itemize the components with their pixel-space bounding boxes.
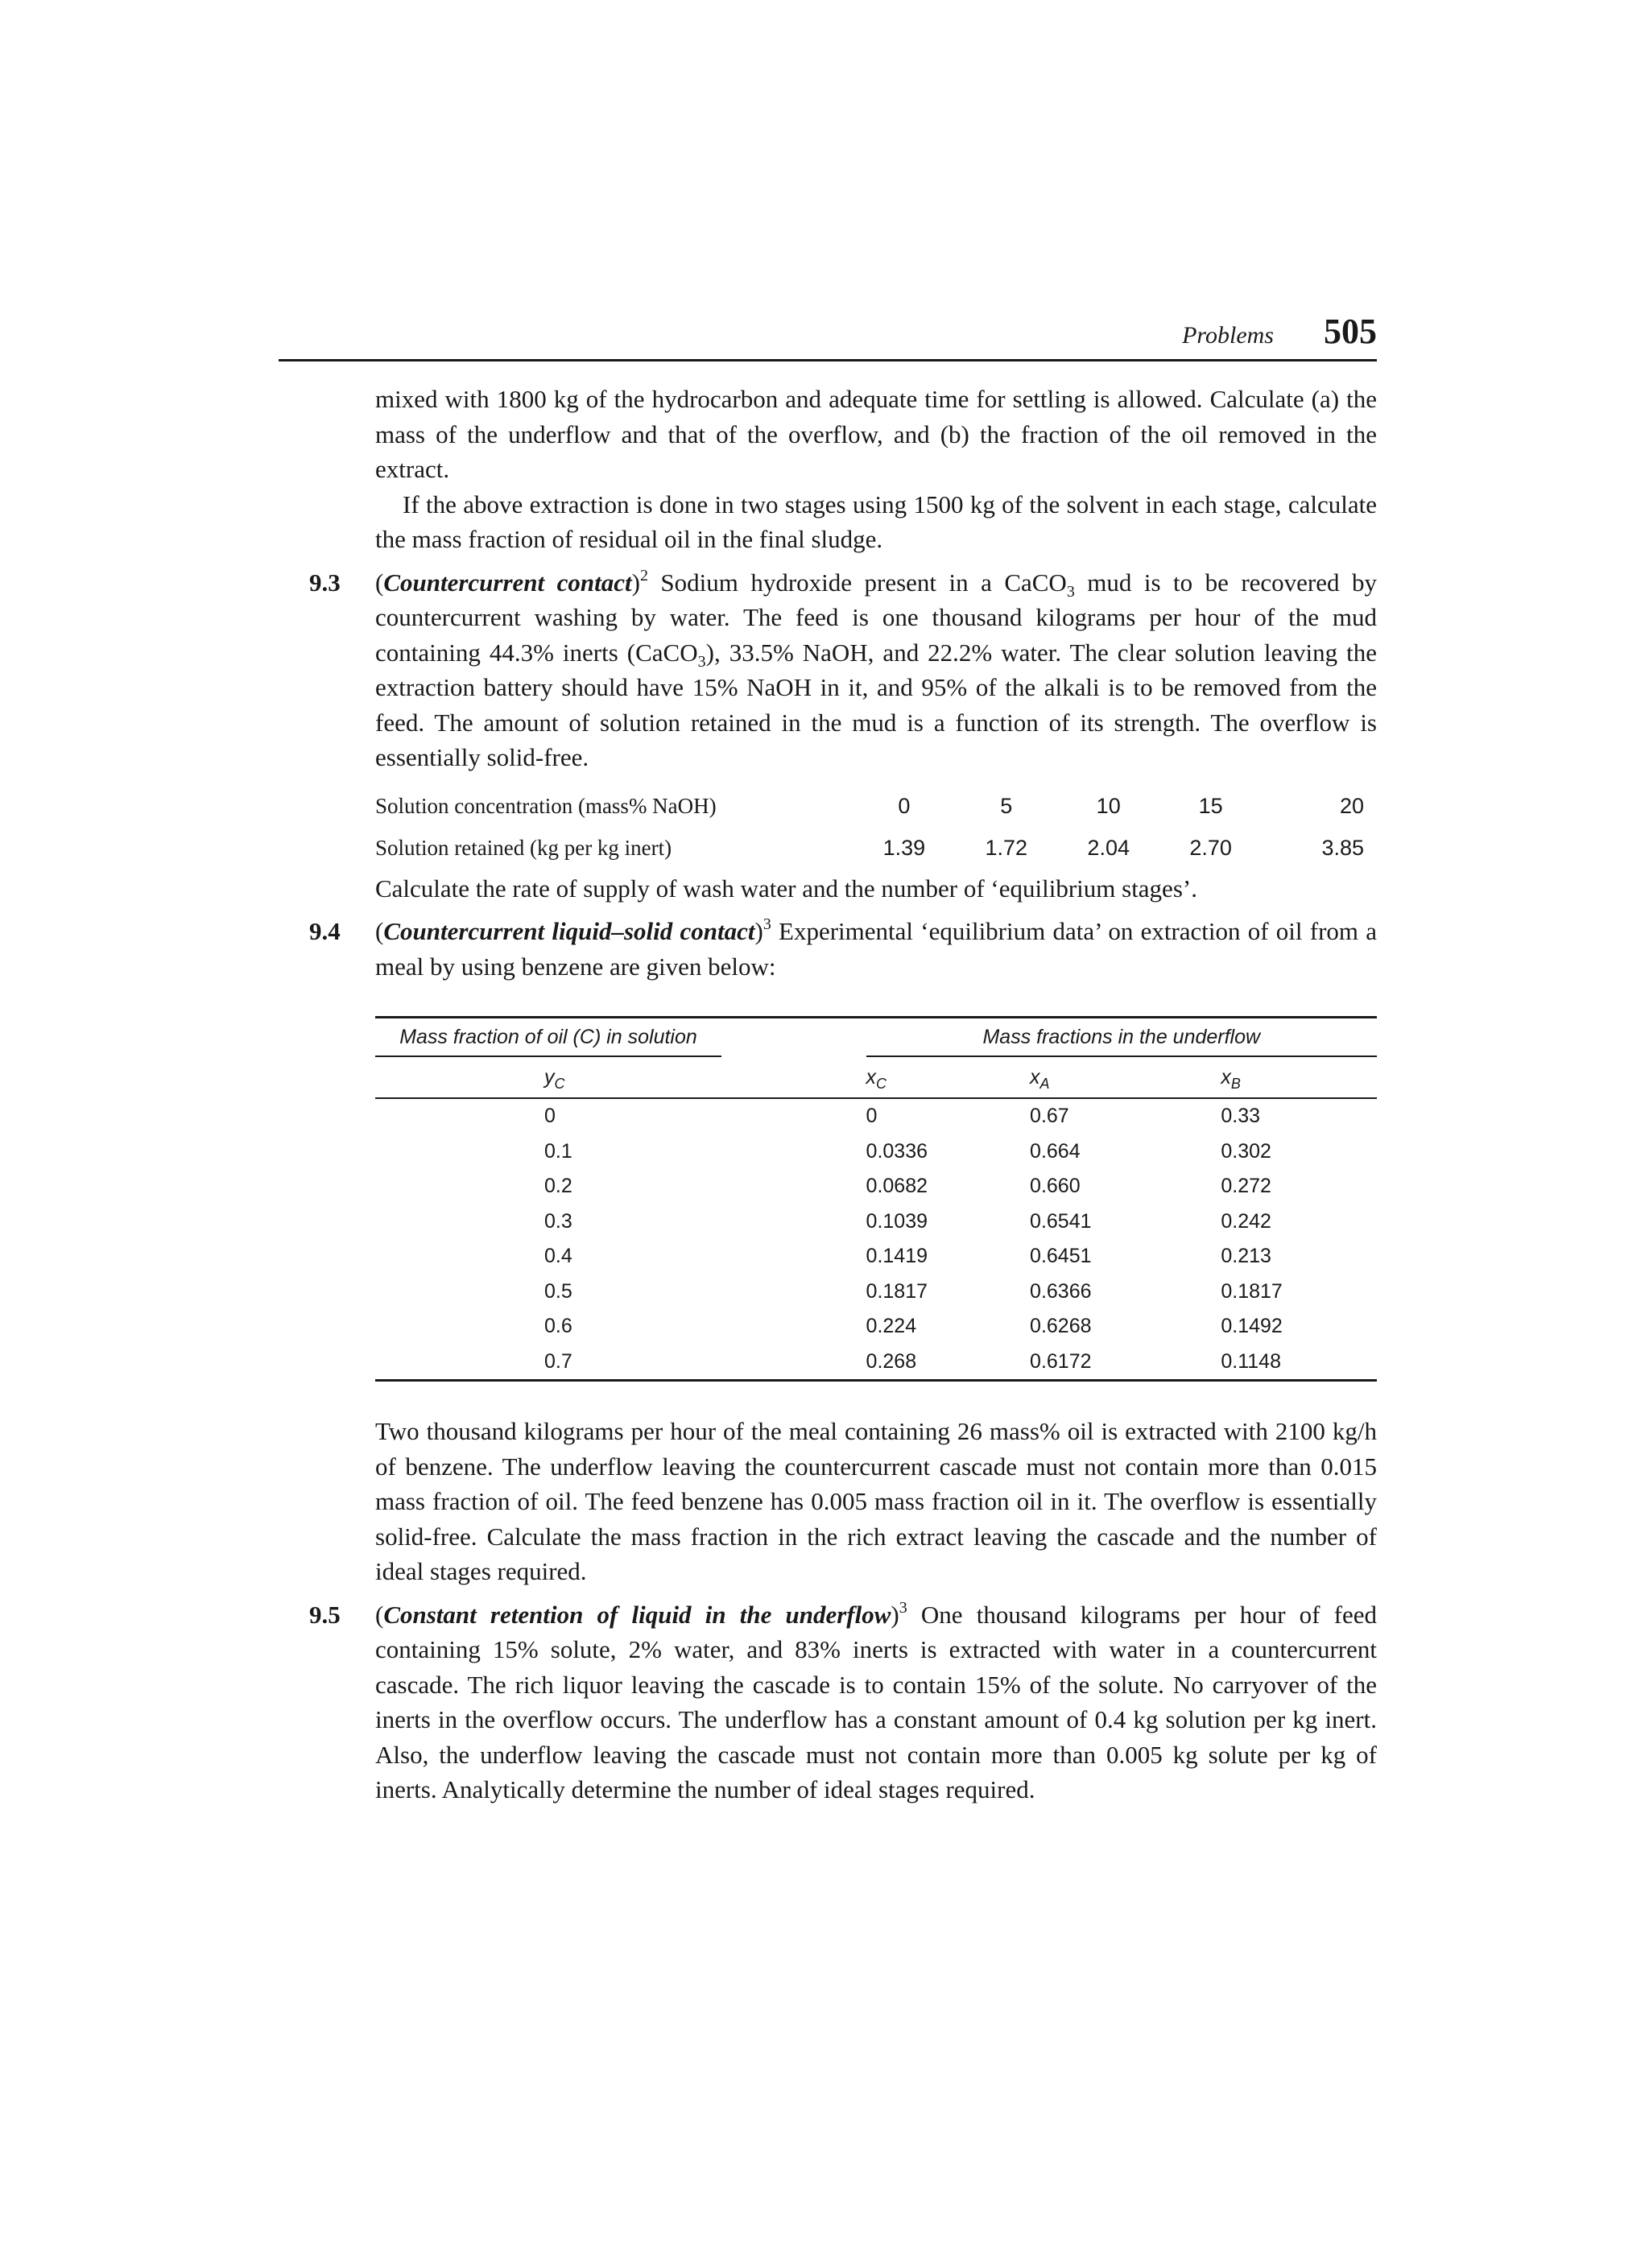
problem-text: (Countercurrent contact)$^2$ Sodium hydroxide present in a CaCO$_3$ mud is to be recovered by countercurrent washing by water. The feed is one thousand kilograms per hour of the mud containing 44.3% inerts (CaCO$_3$), 33.5% NaOH, and 22.2% water. The clear solution leaving the extraction battery should have 15% NaOH in it, and 95% of the alkali is to be removed from the feed. The amount of solution retained in the mud is a function of its strength. The overflow is essentially solid-free.: [375, 566, 1377, 771]
row-label: Solution concentration (mass% NaOH): [375, 793, 717, 818]
solution-retention-table: [375, 787, 1377, 871]
column-header: $y_C$: [375, 1059, 866, 1098]
problem-question: Two thousand kilograms per hour of the meal containing 26 mass% oil is extracted with 2100 kg/h of benzene. The underflow leaving the countercurrent cascade must not contain more than 0.015 mass fraction of oil. The feed benzene has 0.005 mass fraction oil in it. The overflow is essentially solid-free. Calculate the mass fraction in the rich extract leaving the cascade and the number of ideal stages required.: [375, 1417, 1377, 1585]
table-row: 0.2 0.0682 0.660 0.272: [544, 1175, 1271, 1197]
table-row: 0.6 0.224 0.6268 0.1492: [544, 1315, 1283, 1337]
table-cell: 1.72: [985, 836, 1028, 860]
table-cell: 2.70: [1189, 836, 1232, 860]
table-cell: 0: [898, 793, 911, 818]
table-cell: 15: [1198, 793, 1223, 818]
page-number: 505: [1324, 312, 1377, 351]
equilibrium-data-table: [375, 1016, 1377, 1382]
running-header: [279, 312, 1377, 361]
group-header-solution: Mass fraction of oil (C) in solution: [375, 1020, 721, 1057]
table-cell: 5: [1000, 793, 1013, 818]
section-title: Problems: [1182, 322, 1274, 349]
table-symbol-header: [375, 1059, 1377, 1098]
table-row: 0.1 0.0336 0.664 0.302: [544, 1139, 1271, 1163]
table-cell: 3.85: [1321, 836, 1364, 860]
intro-paragraph-2: If the above extraction is done in two stages using 1500 kg of the solvent in each stage, calculate the mass fraction of residual oil in the final sludge.: [375, 490, 1377, 553]
reference-mark: 3: [899, 1598, 907, 1617]
intro-paragraph: mixed with 1800 kg of the hydrocarbon and adequate time for settling is allowed. Calculate (a) the mass of the underflow and that of the overflow, and (b) the fraction of the oil removed in the extract.: [375, 385, 1377, 483]
table-row: 0.3 0.1039 0.6541 0.242: [544, 1209, 1271, 1233]
problem-title: Countercurrent liquid–solid contact: [383, 917, 755, 945]
table-row: [375, 828, 1377, 871]
problem-title: Constant retention of liquid in the underflow: [383, 1600, 891, 1629]
reference-mark: 2: [639, 566, 648, 585]
problem-text: (Constant retention of liquid in the underflow)$^3$ One thousand kilograms per hour of feed containing 15% solute, 2% water, and 83% inerts is extracted with water in a countercurrent cascade. The rich liquor leaving the cascade is to contain 15% of the solute. No carryover of the inerts in the overflow occurs. The underflow has a constant amount of 0.4 kg solution per kg inert. Also, the underflow leaving the cascade must not contain more than 0.005 kg solute per kg of inerts. Analytically determine the number of ideal stages required.: [375, 1598, 1377, 1803]
problem-9-3: [309, 565, 1377, 907]
problem-number: 9.4: [309, 917, 341, 945]
problem-title: Countercurrent contact: [383, 568, 632, 597]
problem-text: (Countercurrent liquid–solid contact)$^3$ Experimental ‘equilibrium data’ on extraction of oil from a meal by using benzene are given below:: [375, 915, 1377, 981]
problem-9-5: [309, 1597, 1377, 1807]
table-row: 0 0 0.67 0.33: [544, 1105, 1261, 1127]
reference-mark: 3: [763, 915, 771, 933]
group-header-underflow: Mass fractions in the underflow: [866, 1020, 1377, 1057]
problem-number: 9.5: [309, 1600, 341, 1629]
table-row: [375, 787, 1377, 829]
table-row: 0.5 0.1817 0.6366 0.1817: [544, 1279, 1283, 1303]
column-header: $x_A$: [1030, 1059, 1188, 1098]
column-header: $x_C$: [866, 1059, 1031, 1098]
table-row: 0.7 0.268 0.6172 0.1148: [544, 1349, 1281, 1373]
problem-question: Calculate the rate of supply of wash water and the number of ‘equilibrium stages’.: [375, 874, 1197, 903]
table-cell: 1.39: [882, 836, 926, 860]
problem-9-4: [309, 914, 1377, 1589]
row-label: Solution retained (kg per kg inert): [375, 836, 672, 860]
table-cell: 2.04: [1087, 836, 1130, 860]
table-cell: 10: [1096, 793, 1121, 818]
page-body: [309, 382, 1377, 1807]
column-header: $x_B$: [1188, 1059, 1377, 1098]
table-group-header: [375, 1018, 1377, 1059]
table-row: 0.4 0.1419 0.6451 0.213: [544, 1245, 1271, 1267]
table-cell: 20: [1339, 793, 1364, 818]
problem-number: 9.3: [309, 568, 341, 597]
